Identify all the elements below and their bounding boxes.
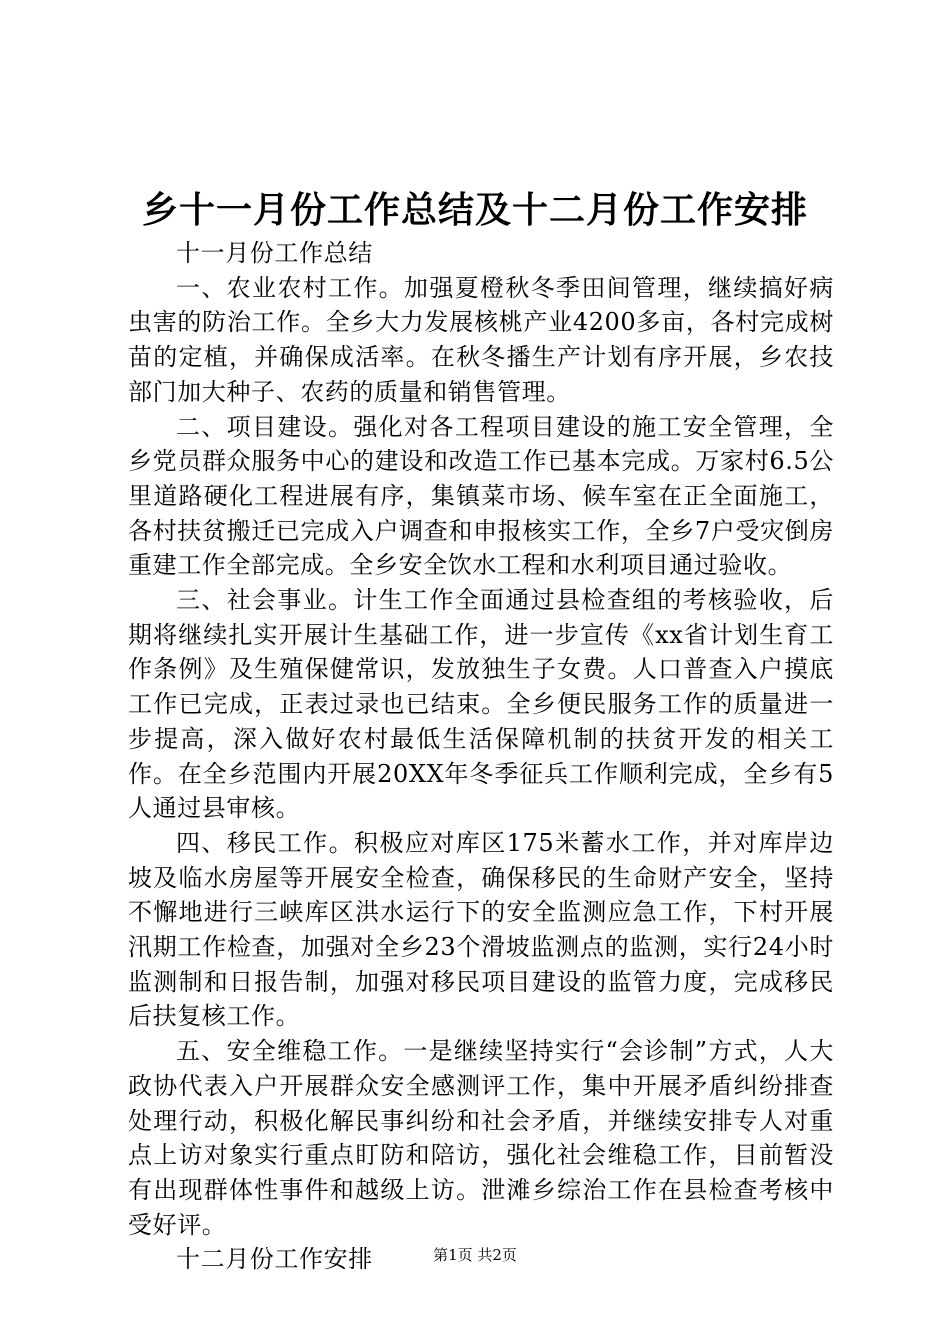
paragraph-project-construction: 二、项目建设。强化对各工程项目建设的施工安全管理，全乡党员群众服务中心的建设和改造工作已基本完成。万家村6.5公里道路硬化工程进展有序，集镇菜市场、候车室在正全面施工，各村扶贫搬迁已完成入户调查和申报核实工作，全乡7户受灾倒房重建工作全部完成。全乡安全饮水工程和水利项目通过验收。: [128, 412, 834, 580]
paragraph-social-affairs: 三、社会事业。计生工作全面通过县检查组的考核验收，后期将继续扎实开展计生基础工作，进一步宣传《xx省计划生育工作条例》及生殖保健常识，发放独生子女费。人口普查入户摸底工作已完成，正表过录也已结束。全乡便民服务工作的质量进一步提高，深入做好农村最低生活保障机制的扶贫开发的相关工作。在全乡范围内开展20XX年冬季征兵工作顺利完成，全乡有5人通过县审核。: [128, 586, 834, 823]
paragraph-agriculture: 一、农业农村工作。加强夏橙秋冬季田间管理，继续搞好病虫害的防治工作。全乡大力发展核桃产业4200多亩，各村完成树苗的定植，并确保成活率。在秋冬播生产计划有序开展，乡农技部门加大种子、农药的质量和销售管理。: [128, 273, 834, 406]
paragraph-migration-work: 四、移民工作。积极应对库区175米蓄水工作，并对库岸边坡及临水房屋等开展安全检查，确保移民的生命财产安全，坚持不懈地进行三峡库区洪水运行下的安全监测应急工作，下村开展汛期工作检查，加强对全乡23个滑坡监测点的监测，实行24小时监测制和日报告制，加强对移民项目建设的监管力度，完成移民后扶复核工作。: [128, 828, 834, 1031]
document-title: 乡十一月份工作总结及十二月份工作安排: [141, 189, 808, 231]
paragraph-safety-stability: 五、安全维稳工作。一是继续坚持实行“会诊制”方式，人大政协代表入户开展群众安全感测评工作，集中开展矛盾纠纷排查处理行动，积极化解民事纠纷和社会矛盾，并继续安排专人对重点上访对象实行重点盯防和陪访，强化社会维稳工作，目前暂没有出现群体性事件和越级上访。泄滩乡综治工作在县检查考核中受好评。: [128, 1037, 834, 1239]
page-number-footer: 第1页 共2页: [433, 1246, 517, 1264]
document-body: [128, 236, 834, 1277]
section-heading-december-plan: 十二月份工作安排: [176, 1245, 373, 1274]
section-heading-november-summary: 十一月份工作总结: [176, 239, 373, 267]
